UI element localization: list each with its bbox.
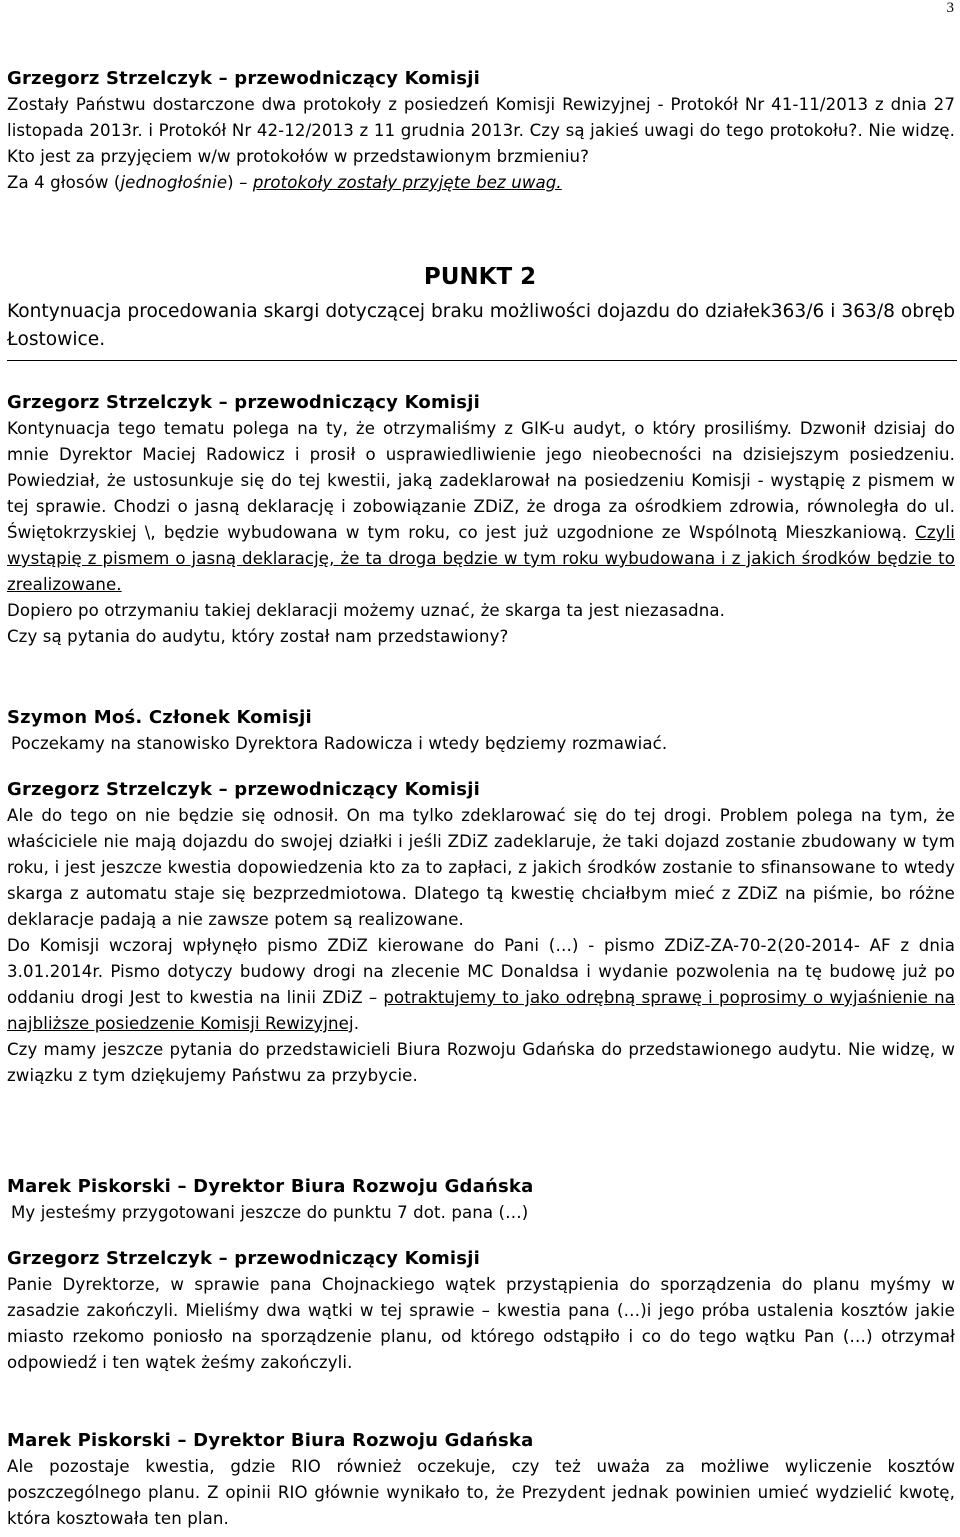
speaker-name: Grzegorz Strzelczyk – przewodniczący Komisji — [7, 392, 480, 413]
page-number: 3 — [946, 0, 954, 16]
statement-block-3 — [7, 705, 955, 757]
agenda-point-title: PUNKT 2 — [423, 264, 537, 290]
statement-text: My jesteśmy przygotowani jeszcze do punktu 7 dot. pana (…) — [11, 1203, 529, 1222]
statement-text: Zostały Państwu dostarczone dwa protokoły z posiedzeń Komisji Rewizyjnej - Protokół Nr 41-11/2013 z dnia 27 listopada 2013r. i Protokół Nr 42-12/2013 z 11 grudnia 2013r. Czy są jakieś uwagi do tego protokołu?. Nie widzę. Kto jest za przyjęciem w/w protokołów w przedstawionym brzmieniu? — [7, 95, 955, 166]
statement-text: Panie Dyrektorze, w sprawie pana Chojnackiego wątek przystąpienia do sporządzenia do planu myśmy w zasadzie zakończyli. Mieliśmy dwa wątki w tej sprawie – kwestia pana (…)i jego próba ustalenia kosztów jakie miasto rzekomo poniosło na sporządzenie planu, od którego odstąpiło i co do tego wątku Pan (…) otrzymał odpowiedź i ten wątek żeśmy zakończyli. — [7, 1275, 955, 1372]
statement-block-6 — [7, 1246, 955, 1376]
statement-text — [7, 416, 955, 598]
statement-text-underlined: Czyli wystąpię z pismem o jasną deklarację, że ta droga będzie w tym roku wybudowana i z jakich środków będzie to zrealizowane. — [7, 523, 955, 594]
statement-text: Czy są pytania do audytu, który został nam przedstawiony? — [7, 627, 509, 646]
statement-text: Czy mamy jeszcze pytania do przedstawicieli Biura Rozwoju Gdańska do przedstawionego audytu. Nie widzę, w związku z tym dziękujemy Państwu za przybycie. — [7, 1040, 955, 1085]
statement-block-1 — [7, 66, 955, 196]
statement-block-2 — [7, 390, 955, 650]
statement-text-underlined: potraktujemy to jako odrębną sprawę i poprosimy o wyjaśnienie na najbliższe posiedzenie Komisji Rewizyjnej — [7, 988, 955, 1033]
speaker-name: Szymon Moś. Członek Komisji — [7, 707, 312, 728]
vote-result — [7, 170, 955, 196]
statement-text-end: . — [353, 1014, 360, 1033]
statement-text-main: Kontynuacja tego tematu polega na ty, że otrzymaliśmy z GIK-u audyt, o który prosiliśmy. Dzwonił dzisiaj do mnie Dyrektor Maciej Radowicz i prosił o usprawiedliwienie jego nieobecności na dzisiejszym posiedzeniu. Powiedział, że ustosunkuje się do tej kwestii, jaką zadeklarował na posiedzeniu Komisji - wystąpię z pismem w tej sprawie. Chodzi o jasną deklarację i zobowiązanie ZDiZ, że droga za ośrodkiem zdrowia, równoległa do ul. Świętokrzyskiej \, będzie wybudowana w tym roku, co jest już uzgodnione ze Wspólnotą Mieszkaniową. — [7, 419, 955, 542]
section-divider — [7, 360, 957, 361]
statement-block-5 — [7, 1174, 955, 1226]
vote-prefix: Za 4 głosów ( — [7, 173, 121, 192]
statement-block-7 — [7, 1428, 955, 1532]
statement-text — [7, 933, 955, 1037]
agenda-point-description: Kontynuacja procedowania skargi dotyczącej braku możliwości dojazdu do działek363/6 i 363/8 obręb Łostowice. — [7, 301, 955, 350]
agenda-point-block — [7, 298, 955, 354]
vote-italic: jednogłośnie — [120, 173, 228, 192]
speaker-name: Grzegorz Strzelczyk – przewodniczący Komisji — [7, 1248, 480, 1269]
vote-underlined: protokoły zostały przyjęte bez uwag. — [252, 173, 562, 192]
speaker-name: Marek Piskorski – Dyrektor Biura Rozwoju Gdańska — [7, 1176, 534, 1197]
statement-block-4 — [7, 777, 955, 1089]
speaker-name: Marek Piskorski – Dyrektor Biura Rozwoju Gdańska — [7, 1430, 534, 1451]
statement-text: Poczekamy na stanowisko Dyrektora Radowicza i wtedy będziemy rozmawiać. — [11, 734, 668, 753]
statement-text: Ale pozostaje kwestia, gdzie RIO również oczekuje, czy też uważa za możliwe wyliczenie kosztów poszczególnego planu. Z opinii RIO głównie wynikało to, że Prezydent jednak powinien umieć wydzielić kwotę, która kosztowała ten plan. — [7, 1457, 955, 1528]
speaker-name: Grzegorz Strzelczyk – przewodniczący Komisji — [7, 68, 480, 89]
vote-mid: ) – — [227, 173, 253, 192]
statement-text: Ale do tego on nie będzie się odnosił. On ma tylko zdeklarować się do tej drogi. Problem polega na tym, że właściciele nie mają dojazdu do swojej działki i jeśli ZDiZ zadeklaruje, że taki dojazd zostanie zbudowany w tym roku, i jest jeszcze kwestia dopowiedzenia kto za to zapłaci, z jakich środków zostanie to sfinansowane to wtedy skarga z automatu staje się bezprzedmiotowa. Dlatego tą kwestię chciałbym mieć z ZDiZ na piśmie, bo różne deklaracje padają a nie zawsze potem są realizowane. — [7, 806, 955, 929]
speaker-name: Grzegorz Strzelczyk – przewodniczący Komisji — [7, 779, 480, 800]
statement-text-main: Do Komisji wczoraj wpłynęło pismo ZDiZ kierowane do Pani (…) - pismo ZDiZ-ZA-70-2(20-2014- AF z dnia 3.01.2014r. Pismo dotyczy budowy drogi na zlecenie MC Donaldsa i wydanie pozwolenia na tę budowę już po oddaniu drogi Jest to kwestia na linii ZDiZ – — [7, 936, 955, 1007]
statement-text: Dopiero po otrzymaniu takiej deklaracji możemy uznać, że skarga ta jest niezasadna. — [7, 601, 726, 620]
